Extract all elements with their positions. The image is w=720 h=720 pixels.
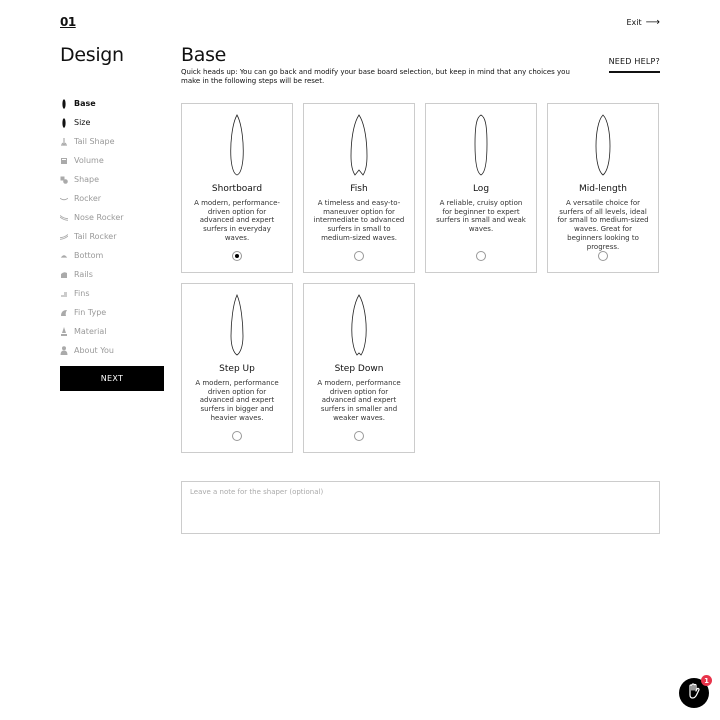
midlength-outline-icon [548, 114, 658, 176]
board-description: A reliable, cruisy option for beginner to expert surfers in small and weak waves. [436, 199, 526, 234]
board-name: Mid-length [579, 184, 627, 194]
step-label: About You [74, 346, 114, 355]
step-label: Rails [74, 270, 93, 279]
board-description: A modern, performance driven option for advanced and expert surfers in bigger and heavier waves. [195, 379, 279, 422]
board-card-step-down[interactable] [303, 283, 415, 453]
board-name: Shortboard [211, 184, 263, 194]
intro-text: Quick heads up: You can go back and modify your base board selection, but keep in mind that any choices you make in the following steps will be reset. [181, 68, 570, 85]
exit-link[interactable] [627, 17, 661, 28]
step-item-rocker[interactable] [60, 189, 170, 208]
stepup-outline-icon [182, 294, 292, 356]
step-label: Material [74, 327, 107, 336]
step-item-fin-type[interactable] [60, 303, 170, 322]
need-help-link[interactable]: NEED HELP? [609, 57, 660, 73]
step-label: Shape [74, 175, 100, 184]
step-item-bottom[interactable] [60, 246, 170, 265]
step-label: Bottom [74, 251, 104, 260]
board-size-icon [60, 118, 68, 128]
person-icon [60, 346, 68, 356]
step-label: Base [74, 99, 96, 108]
board-name: Step Down [334, 364, 384, 374]
log-outline-icon [426, 114, 536, 176]
fin-type-icon [60, 308, 68, 318]
step-item-size[interactable] [60, 113, 170, 132]
board-name: Log [472, 184, 490, 194]
step-item-fins[interactable] [60, 284, 170, 303]
step-item-volume[interactable] [60, 151, 170, 170]
step-label: Size [74, 118, 91, 127]
step-item-nose-rocker[interactable] [60, 208, 170, 227]
tail-rocker-icon [60, 232, 68, 242]
board-card-step-up[interactable] [181, 283, 293, 453]
board-card-shortboard[interactable] [181, 103, 293, 273]
board-radio[interactable] [232, 251, 242, 261]
board-icon [60, 99, 68, 109]
rocker-icon [60, 194, 68, 204]
step-item-rails[interactable] [60, 265, 170, 284]
board-description: A timeless and easy-to-maneuver option for intermediate to advanced surfers in small to medium-sized waves. [313, 199, 405, 242]
tail-shape-icon [60, 137, 68, 147]
rails-icon [60, 270, 68, 280]
step-label: Volume [74, 156, 104, 165]
step-label: Rocker [74, 194, 102, 203]
board-radio[interactable] [354, 251, 364, 261]
nose-rocker-icon [60, 213, 68, 223]
arrow-right-icon: ⟶ [645, 17, 660, 28]
fins-icon [60, 289, 68, 299]
board-radio[interactable] [354, 431, 364, 441]
volume-icon [60, 156, 68, 166]
board-name: Step Up [219, 364, 255, 374]
shape-icon [60, 175, 68, 185]
chat-notification-badge: 1 [701, 675, 712, 686]
step-label: Tail Shape [74, 137, 115, 146]
board-card-fish[interactable] [303, 103, 415, 273]
exit-label: Exit [626, 18, 642, 27]
board-card-log[interactable] [425, 103, 537, 273]
board-radio[interactable] [476, 251, 486, 261]
fish-outline-icon [304, 114, 414, 176]
board-card-mid-length[interactable] [547, 103, 659, 273]
material-icon [60, 327, 68, 337]
step-item-base[interactable] [60, 94, 170, 113]
board-description: A versatile choice for surfers of all levels, ideal for small to medium-sized waves. Great for beginners looking to progress. [557, 199, 649, 251]
shortboard-outline-icon [182, 114, 292, 176]
step-label: Fin Type [74, 308, 107, 317]
stepdown-outline-icon [304, 294, 414, 356]
brand-logo[interactable]: 01 [60, 15, 76, 29]
step-item-tail-rocker[interactable] [60, 227, 170, 246]
step-label: Nose Rocker [74, 213, 124, 222]
step-item-material[interactable] [60, 322, 170, 341]
step-item-shape[interactable] [60, 170, 170, 189]
step-item-about-you[interactable] [60, 341, 170, 360]
board-name: Fish [350, 184, 368, 194]
board-radio[interactable] [232, 431, 242, 441]
sidebar-title: Design [60, 44, 124, 66]
waving-hand-icon [685, 682, 703, 704]
bottom-icon [60, 251, 68, 261]
step-item-tail-shape[interactable] [60, 132, 170, 151]
next-button[interactable]: NEXT [60, 366, 164, 391]
board-description: A modern, performance driven option for advanced and expert surfers in smaller and weaker waves. [317, 379, 401, 422]
shaper-note-input[interactable] [181, 481, 660, 534]
step-label: Fins [74, 289, 90, 298]
page-title: Base [181, 44, 227, 66]
step-list [60, 94, 170, 360]
board-description: A modern, performance-driven option for advanced and expert surfers in everyday waves. [194, 199, 280, 242]
step-label: Tail Rocker [74, 232, 117, 241]
board-radio[interactable] [598, 251, 608, 261]
